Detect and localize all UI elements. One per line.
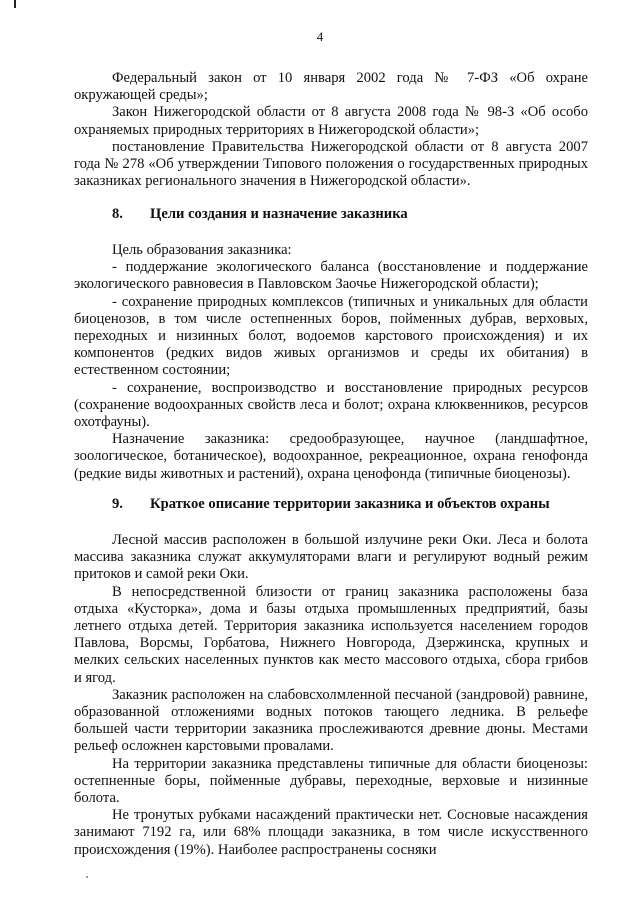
section-8-body	[74, 242, 588, 483]
law-item: постановление Правительства Нижегородской области от 8 августа 2007 года № 278 «Об утверждении Типового положения о государственных природных заказниках регионального значения в Нижегородской области».	[74, 138, 588, 190]
purpose-paragraph: Назначение заказника: средообразующее, научное (ландшафтное, зоологическое, ботаническое), водоохранное, рекреационное, охрана генофонда (редкие виды животных и растений), охрана ценофонда (типичные биоценозы).	[74, 431, 588, 482]
body-paragraph: Не тронутых рубками насаждений практически нет. Сосновые насаждения занимают 7192 га, или 68% площади заказника, в том числе искусственного происхождения (19%). Наиболее распространены сосняки	[74, 807, 588, 858]
section-8-number: 8.	[112, 206, 123, 222]
page-edge-mark	[14, 0, 16, 8]
scan-speck	[86, 876, 88, 878]
section-8-title: Цели создания и назначение заказника	[150, 206, 408, 222]
goals-intro: Цель образования заказника:	[112, 242, 292, 258]
body-paragraph: На территории заказника представлены типичные для области биоценозы: остепненные боры, пойменные дубравы, переходные, верховые и низинные болота.	[74, 755, 588, 807]
law-item: Закон Нижегородской области от 8 августа 2008 года № 98-З «Об особо охраняемых природных территориях в Нижегородской области»;	[74, 104, 588, 138]
page-number: 4	[316, 29, 324, 44]
section-9-body	[74, 532, 588, 859]
body-paragraph: В непосредственной близости от границ заказника расположены база отдыха «Кусторка», дома и базы отдыха промышленных предприятий, базы летнего отдыха детей. Территория заказника используется населением городов Павлова, Ворсмы, Горбатова, Нижнего Новгорода, Дзержинска, крупных и мелких сельских населенных пунктов как место массового отдыха, сбора грибов и ягод.	[74, 583, 588, 686]
section-8-heading	[112, 206, 408, 223]
laws-list	[74, 70, 588, 190]
goal-item: - сохранение, воспроизводство и восстановление природных ресурсов (сохранение водоохранных свойств леса и болот; охрана клюквенников, ресурсов охотфауны).	[74, 379, 588, 431]
body-paragraph: Заказник расположен на слабовсхолмленной песчаной (зандровой) равнине, образованной отложениями водных потоков тающего ледника. В рельефе большей части территории заказника прослеживаются древние дюны. Местами рельеф осложнен карстовыми провалами.	[74, 686, 588, 755]
law-item: Федеральный закон от 10 января 2002 года № 7-ФЗ «Об охране окружающей среды»;	[74, 70, 588, 104]
goal-item: - поддержание экологического баланса (восстановление и поддержание экологического равновесия в Павловском Заочье Нижегородской области);	[74, 259, 588, 293]
section-9-number: 9.	[112, 496, 123, 512]
body-paragraph: Лесной массив расположен в большой излучине реки Оки. Леса и болота массива заказника служат аккумуляторами влаги и регулируют водный режим притоков и самой реки Оки.	[74, 532, 588, 583]
goal-item: - сохранение природных комплексов (типичных и уникальных для области биоценозов, в том числе остепненных боров, пойменных дубрав, верховых, переходных и низинных болот, водоемов карстового происхождения) и их компонентов (редких видов живых организмов и среды их обитания) в естественном состоянии;	[74, 293, 588, 379]
section-9-title: Краткое описание территории заказника и объектов охраны	[150, 496, 550, 512]
section-9-heading	[112, 496, 550, 513]
